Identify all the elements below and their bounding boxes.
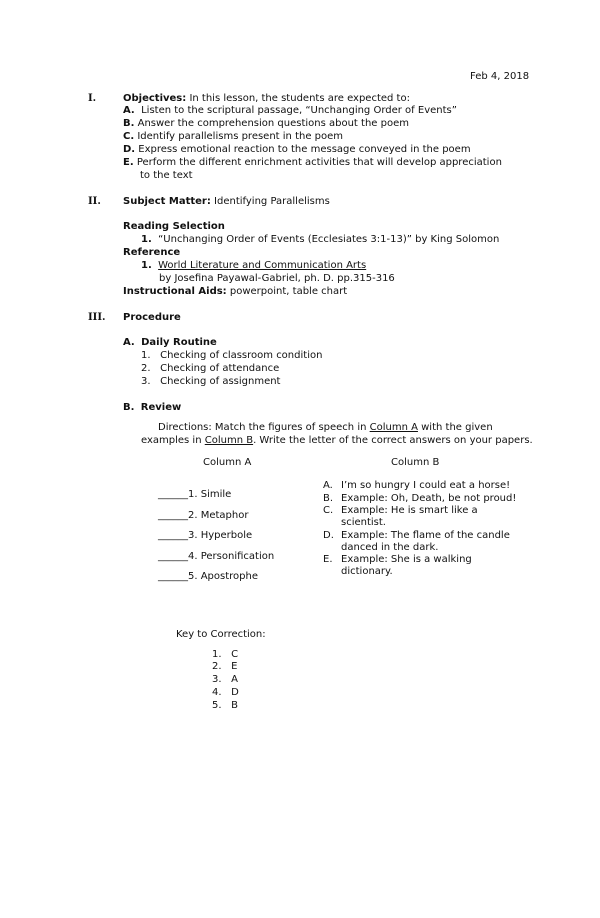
- column-b-header: Column B: [391, 457, 440, 468]
- objectives-heading: Objectives:: [123, 93, 187, 104]
- subject-heading: Subject Matter:: [123, 196, 211, 207]
- reading-selection-item: 1. “Unchanging Order of Events (Ecclesiates 3:1-13)” by King Solomon: [141, 234, 500, 245]
- key-item: 5. B: [212, 700, 238, 711]
- instructional-aids: Instructional Aids: powerpoint, table chart: [123, 286, 348, 297]
- column-b-item: Example: She is a walking: [341, 554, 472, 565]
- key-item: 3. A: [212, 674, 238, 685]
- column-b-letter: A.: [323, 480, 333, 491]
- column-a-item: ______4. Personification: [158, 551, 275, 562]
- column-b-item-continuation: scientist.: [341, 517, 386, 528]
- routine-item: 1. Checking of classroom condition: [141, 350, 323, 361]
- reference-item: 1. World Literature and Communication Arts: [141, 260, 367, 271]
- objective-item: E. Perform the different enrichment activities that will develop appreciation: [123, 157, 502, 168]
- objectives-intro: In this lesson, the students are expected to:: [189, 93, 410, 104]
- column-b-letter: D.: [323, 530, 334, 541]
- column-b-item-continuation: danced in the dark.: [341, 542, 439, 553]
- routine-item: 3. Checking of assignment: [141, 376, 281, 387]
- objective-item: B. Answer the comprehension questions about the poem: [123, 118, 409, 129]
- key-to-correction-heading: Key to Correction:: [176, 629, 266, 640]
- key-item: 1. C: [212, 649, 239, 660]
- objective-item-continuation: to the text: [140, 170, 193, 181]
- column-b-item-continuation: dictionary.: [341, 566, 393, 577]
- column-b-letter: E.: [323, 554, 333, 565]
- column-b-item: Example: The flame of the candle: [341, 530, 510, 541]
- reference-title: World Literature and Communication Arts: [158, 260, 367, 271]
- objective-item: A. Listen to the scriptural passage, “Unchanging Order of Events”: [123, 105, 457, 116]
- review-heading: B. Review: [123, 402, 182, 413]
- objective-item: D. Express emotional reaction to the message conveyed in the poem: [123, 144, 471, 155]
- column-a-item: ______2. Metaphor: [158, 510, 249, 521]
- review-directions-line-2: examples in Column B. Write the letter of the correct answers on your papers.: [141, 435, 533, 446]
- section-numeral-procedure: III.: [88, 312, 106, 323]
- review-directions-line-1: Directions: Match the figures of speech in Column A with the given: [158, 422, 493, 433]
- column-a-header: Column A: [203, 457, 252, 468]
- column-b-letter: B.: [323, 493, 334, 504]
- objective-item: C. Identify parallelisms present in the poem: [123, 131, 344, 142]
- document-date: Feb 4, 2018: [470, 71, 530, 82]
- column-a-item: ______3. Hyperbole: [158, 530, 253, 541]
- procedure-heading: Procedure: [123, 312, 181, 323]
- column-b-letter: C.: [323, 505, 334, 516]
- subject-heading-line: [123, 195, 330, 208]
- section-numeral-objectives: I.: [88, 93, 97, 104]
- routine-item: 2. Checking of attendance: [141, 363, 280, 374]
- reference-author: by Josefina Payawal-Gabriel, ph. D. pp.315-316: [159, 273, 395, 284]
- reading-selection-heading: Reading Selection: [123, 221, 225, 232]
- key-item: 2. E: [212, 661, 238, 672]
- column-a-item: ______1. Simile: [158, 489, 232, 500]
- subject-text: Identifying Parallelisms: [214, 196, 330, 207]
- reference-heading: Reference: [123, 247, 181, 258]
- column-b-item: I’m so hungry I could eat a horse!: [341, 480, 511, 491]
- daily-routine-heading: A. Daily Routine: [123, 337, 217, 348]
- column-b-item: Example: He is smart like a: [341, 505, 478, 516]
- column-a-item: ______5. Apostrophe: [158, 571, 259, 582]
- column-b-item: Example: Oh, Death, be not proud!: [341, 493, 517, 504]
- key-item: 4. D: [212, 687, 239, 698]
- section-numeral-subject: II.: [88, 196, 101, 207]
